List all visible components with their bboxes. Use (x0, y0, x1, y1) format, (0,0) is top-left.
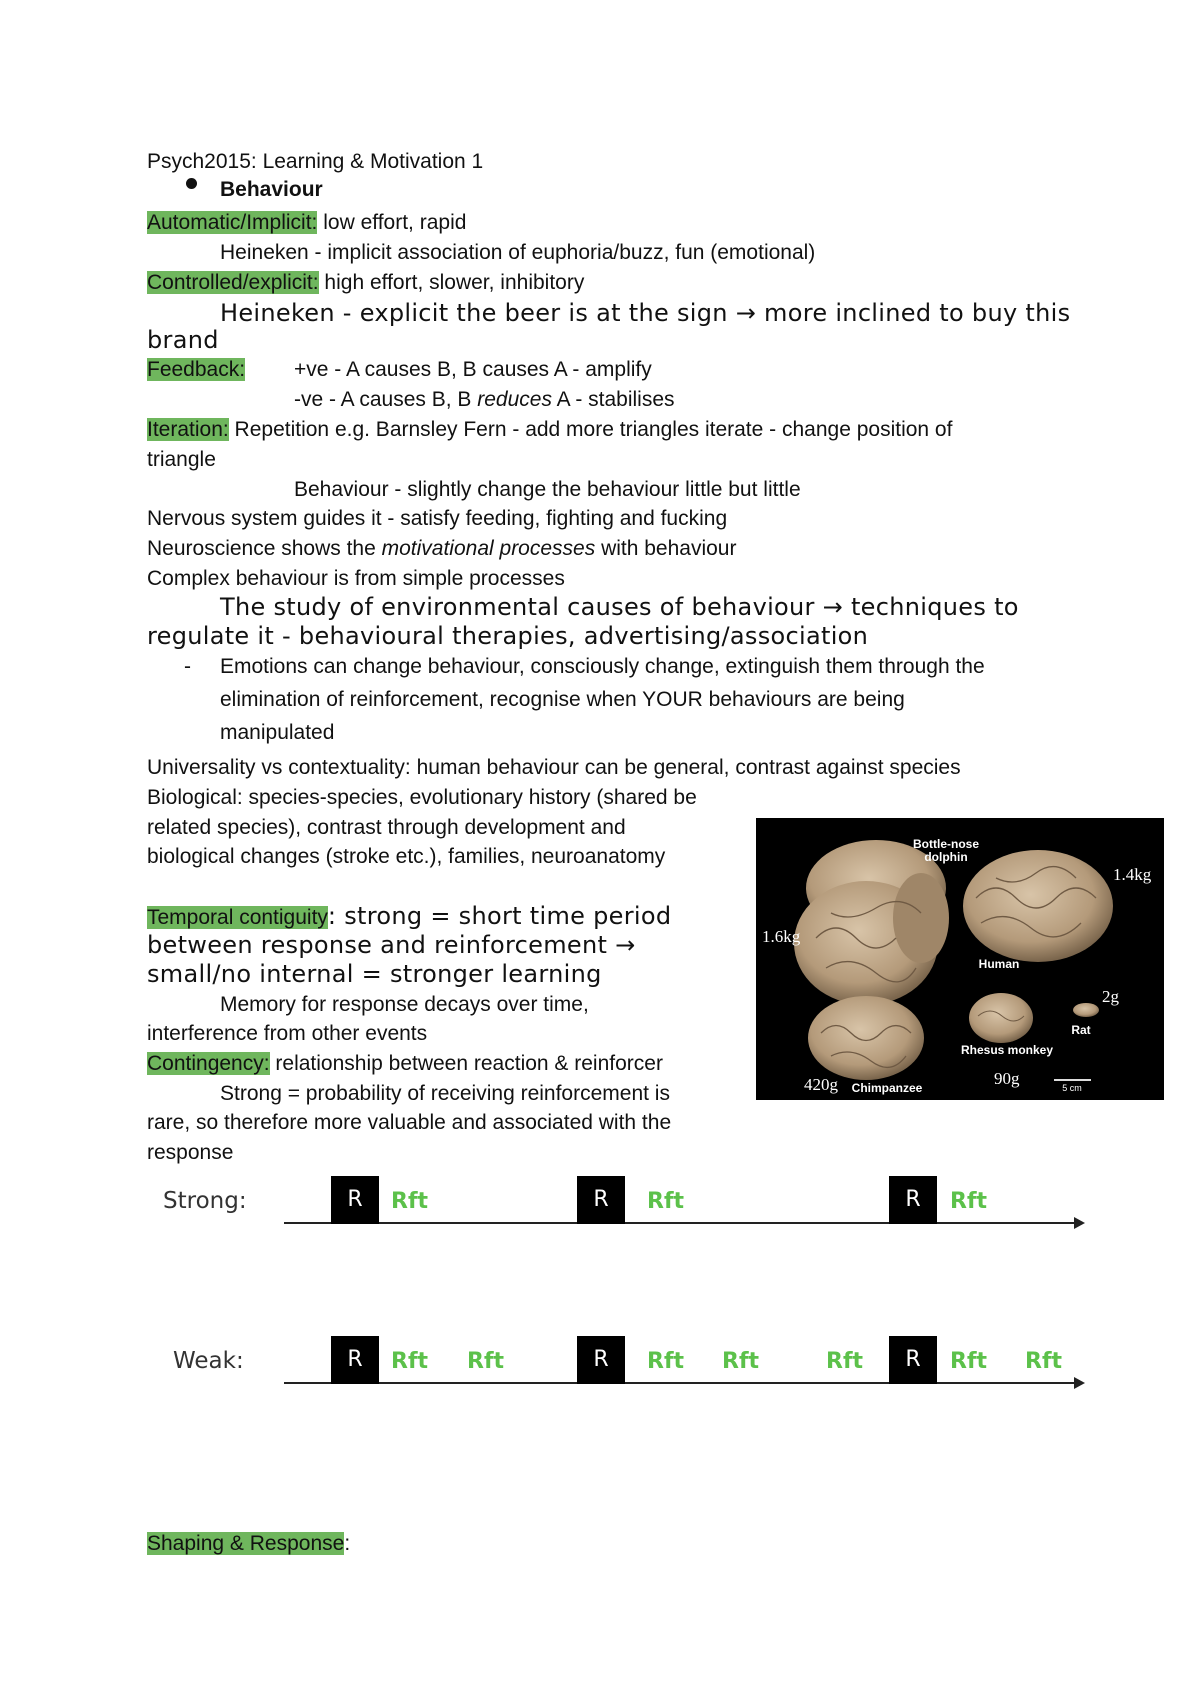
neuroscience-line (147, 535, 736, 563)
bullet-icon (186, 178, 197, 189)
strong-timeline-label: Strong: (163, 1188, 247, 1214)
chimp-label: Chimpanzee (851, 1081, 923, 1095)
term-desc: low effort, rapid (317, 211, 467, 234)
reinforcer-label: Rft (647, 1349, 685, 1374)
contingency-line (147, 1050, 663, 1078)
strong-line-3: response (147, 1141, 234, 1164)
reinforcer-label: Rft (1025, 1349, 1063, 1374)
reinforcer-label: Rft (826, 1349, 864, 1374)
study-line-2: regulate it - behavioural therapies, advertising/association (147, 622, 869, 650)
response-box: R (889, 1176, 937, 1224)
automatic-example: Heineken - implicit association of euphoria/buzz, fun (emotional) (220, 241, 816, 264)
text-run: : (344, 1532, 351, 1555)
emphasis-text: motivational processes (381, 537, 596, 560)
rat-weight: 2g (1102, 987, 1119, 1006)
text-run: -ve - A causes B, B (294, 388, 478, 411)
term-highlight: Automatic/Implicit: (147, 211, 318, 234)
response-box: R (577, 1336, 625, 1384)
scale-label: 5 cm (1062, 1083, 1082, 1093)
term-desc: Repetition e.g. Barnsley Fern - add more triangles iterate - change position of (228, 418, 953, 441)
reinforcer-label: Rft (467, 1349, 505, 1374)
document-title: Psych2015: Learning & Motivation 1 (147, 150, 484, 173)
study-line-1: The study of environmental causes of behaviour → techniques to (220, 593, 1019, 621)
term-desc: : strong = short time period (327, 902, 672, 930)
text-run: with behaviour (595, 537, 737, 560)
emotions-line-1: Emotions can change behaviour, consciously change, extinguish them through the (220, 655, 985, 678)
iteration-behaviour: Behaviour - slightly change the behaviour little but little (294, 478, 801, 501)
term-highlight: Temporal contiguity (147, 906, 328, 929)
strong-line-1: Strong = probability of receiving reinforcement is (220, 1082, 670, 1105)
temporal-line-3: small/no internal = stronger learning (147, 960, 602, 988)
emotions-line-3: manipulated (220, 721, 335, 744)
reinforcer-label: Rft (950, 1349, 988, 1374)
feedback-term (147, 356, 245, 384)
rat-label: Rat (1071, 1023, 1091, 1037)
memory-line-1: Memory for response decays over time, (220, 993, 589, 1016)
biological-line-1: Biological: species-species, evolutionary history (shared be (147, 786, 697, 809)
rhesus-label: Rhesus monkey (960, 1043, 1054, 1057)
term-highlight: Controlled/explicit: (147, 271, 319, 294)
controlled-line (147, 269, 584, 297)
feedback-negative (294, 386, 675, 414)
chimp-weight: 420g (804, 1075, 838, 1094)
rhesus-weight: 90g (994, 1069, 1020, 1088)
section-heading: Behaviour (220, 178, 323, 201)
feedback-positive: +ve - A causes B, B causes A - amplify (294, 358, 652, 381)
response-box: R (577, 1176, 625, 1224)
emphasis-text: reduces (477, 388, 552, 411)
controlled-example-1: Heineken - explicit the beer is at the sign → more inclined to buy this (220, 299, 1071, 327)
biological-line-3: biological changes (stroke etc.), families, neuroanatomy (147, 845, 666, 868)
human-weight: 1.4kg (1113, 865, 1152, 884)
temporal-line-1 (147, 902, 671, 932)
term-highlight: Iteration: (147, 418, 229, 441)
iteration-line (147, 416, 952, 444)
strong-timeline-axis (284, 1222, 1076, 1224)
strong-line-2: rare, so therefore more valuable and associated with the (147, 1111, 672, 1134)
universality-line: Universality vs contextuality: human behaviour can be general, contrast against species (147, 756, 961, 779)
reinforcer-label: Rft (950, 1189, 988, 1214)
reinforcer-label: Rft (647, 1189, 685, 1214)
reinforcer-label: Rft (391, 1189, 429, 1214)
weak-timeline-axis (284, 1382, 1076, 1384)
response-box: R (331, 1336, 379, 1384)
arrow-head-icon (1074, 1377, 1085, 1389)
term-highlight: Shaping & Response (147, 1532, 345, 1555)
dash-bullet: - (184, 655, 191, 678)
dolphin-label: Bottle-nose dolphin (913, 837, 979, 864)
emotions-line-2: elimination of reinforcement, recognise when YOUR behaviours are being (220, 688, 905, 711)
text-run: A - stabilises (551, 388, 675, 411)
term-highlight: Contingency: (147, 1052, 270, 1075)
nervous-line: Nervous system guides it - satisfy feeding, fighting and fucking (147, 507, 728, 530)
reinforcer-label: Rft (722, 1349, 760, 1374)
dolphin-weight: 1.6kg (762, 927, 801, 946)
controlled-example-2: brand (147, 326, 219, 354)
memory-line-2: interference from other events (147, 1022, 428, 1045)
automatic-line (147, 209, 466, 237)
shaping-line (147, 1530, 350, 1558)
term-desc: high effort, slower, inhibitory (318, 271, 585, 294)
brain-comparison-image (756, 818, 1164, 1100)
reinforcer-label: Rft (391, 1349, 429, 1374)
response-box: R (889, 1336, 937, 1384)
weak-timeline-label: Weak: (173, 1348, 244, 1374)
response-box: R (331, 1176, 379, 1224)
iteration-line-2: triangle (147, 448, 216, 471)
temporal-line-2: between response and reinforcement → (147, 931, 636, 959)
complex-line: Complex behaviour is from simple processes (147, 567, 565, 590)
term-desc: relationship between reaction & reinforcer (269, 1052, 663, 1075)
text-run: Neuroscience shows the (147, 537, 382, 560)
term-highlight: Feedback: (147, 358, 246, 381)
human-label: Human (978, 957, 1020, 971)
arrow-head-icon (1074, 1217, 1085, 1229)
biological-line-2: related species), contrast through development and (147, 816, 626, 839)
